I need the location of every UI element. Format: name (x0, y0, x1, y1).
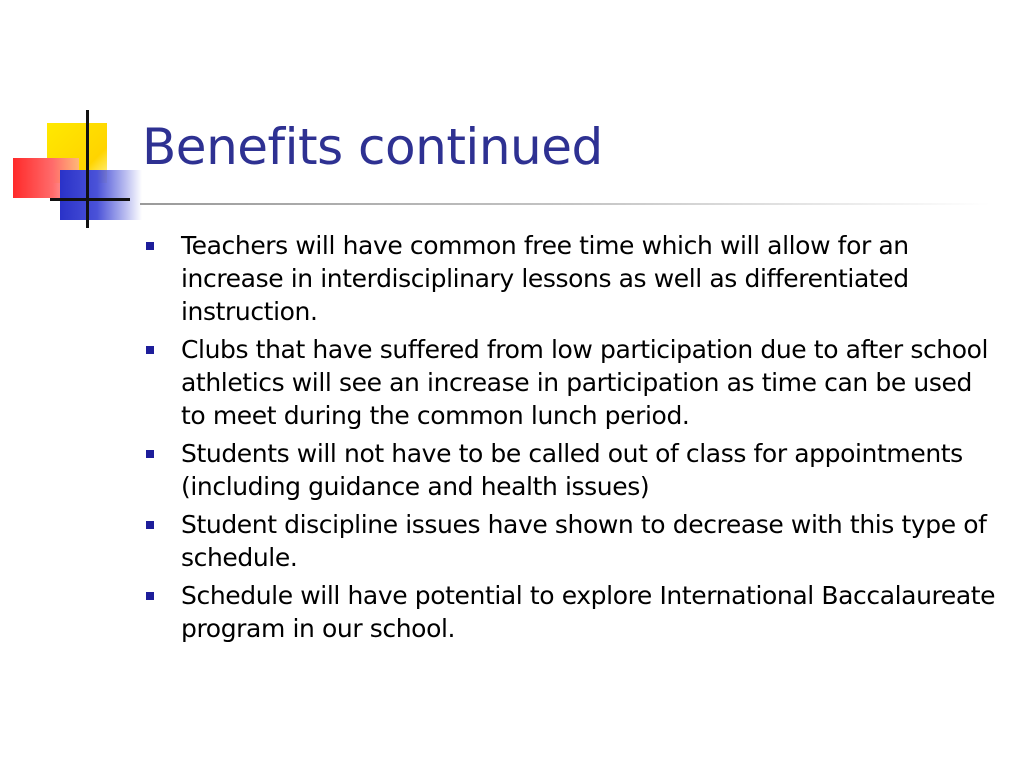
bullet-item (146, 229, 996, 328)
square-bullet-icon (146, 592, 154, 600)
bullet-item (146, 579, 996, 645)
bullet-text: Clubs that have suffered from low participation due to after school athletics will see an increase in participation as time can be used to meet during the common lunch period. (181, 335, 989, 430)
vertical-crosshair-line (86, 110, 89, 228)
bullet-list (146, 229, 996, 650)
bullet-text: Student discipline issues have shown to decrease with this type of schedule. (181, 510, 987, 572)
horizontal-crosshair-line (50, 198, 130, 201)
bullet-text: Students will not have to be called out of class for appointments (including guidance and health issues) (181, 439, 963, 501)
decorative-squares-logo (0, 0, 160, 240)
bullet-item (146, 508, 996, 574)
square-bullet-icon (146, 450, 154, 458)
title-divider (140, 203, 990, 205)
blue-square (60, 170, 142, 220)
square-bullet-icon (146, 346, 154, 354)
slide-title: Benefits continued (142, 118, 603, 176)
bullet-item (146, 437, 996, 503)
bullet-item (146, 333, 996, 432)
square-bullet-icon (146, 521, 154, 529)
bullet-text: Teachers will have common free time which will allow for an increase in interdisciplinary lessons as well as differentiated instruction. (181, 231, 909, 326)
bullet-text: Schedule will have potential to explore International Baccalaureate program in our school. (181, 581, 996, 643)
square-bullet-icon (146, 242, 154, 250)
